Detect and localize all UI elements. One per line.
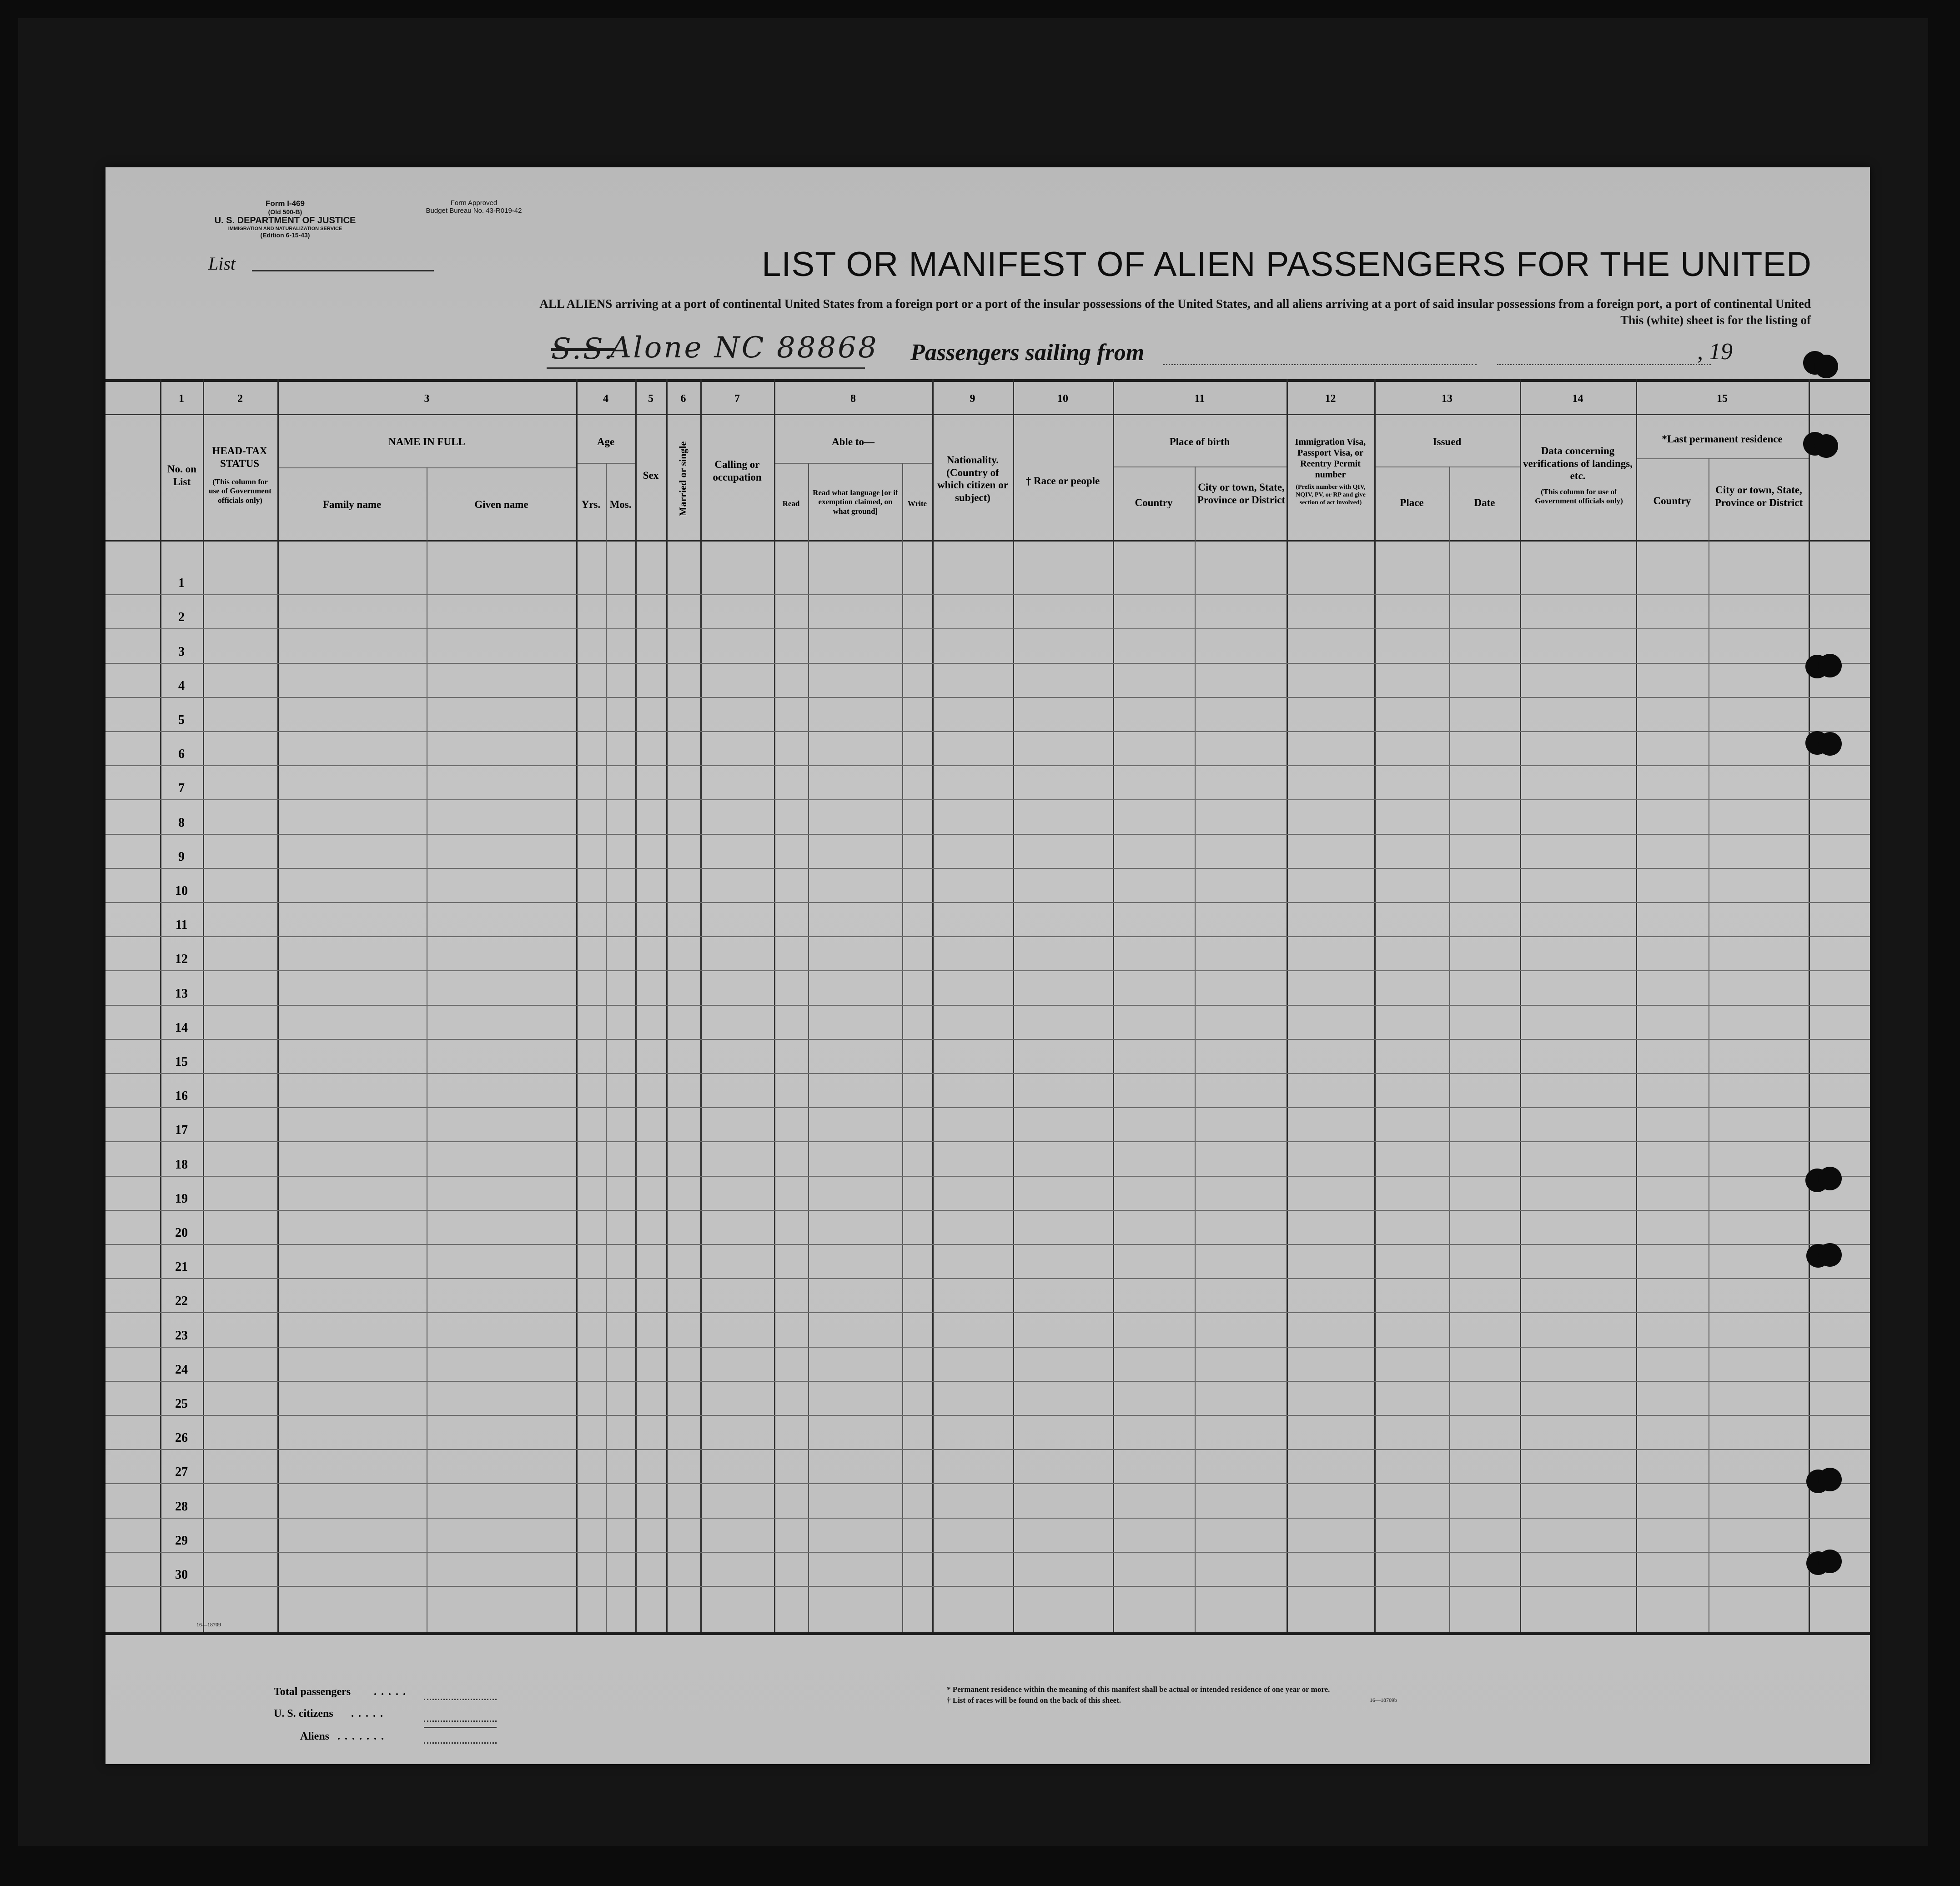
header-nationality: Nationality. (Country of which citizen or subject)	[937, 454, 1008, 503]
row-number: 19	[175, 1192, 188, 1206]
header-write: Write	[907, 499, 927, 508]
col-number-15: 15	[1717, 393, 1728, 405]
row-number: 16	[175, 1089, 188, 1103]
row-number: 7	[178, 781, 185, 795]
footnote-residence: * Permanent residence within the meaning of this manifest shall be actual or intended residence of one year or more.	[947, 1685, 1330, 1694]
col-rule	[635, 379, 637, 1632]
row-rule	[106, 1415, 1870, 1416]
header-name-in-full: NAME IN FULL	[388, 436, 465, 447]
row-rule	[106, 1483, 1870, 1484]
header-last-residence: *Last permanent residence	[1662, 433, 1783, 445]
punch-hole	[1814, 355, 1838, 378]
row-rule	[106, 1518, 1870, 1519]
punch-hole	[1818, 1243, 1842, 1267]
row-number: 4	[178, 679, 185, 693]
total-passengers-label: Total passengers	[274, 1686, 351, 1698]
service: IMMIGRATION AND NATURALIZATION SERVICE	[228, 226, 342, 231]
row-rule	[106, 970, 1870, 971]
col-rule	[902, 463, 903, 1632]
aliens-blank	[424, 1742, 497, 1744]
row-rule	[106, 1552, 1870, 1553]
us-citizens-label: U. S. citizens	[274, 1708, 333, 1720]
col-number-1: 1	[179, 393, 184, 405]
punch-hole	[1818, 1167, 1842, 1190]
col-number-5: 5	[648, 393, 653, 405]
row-rule	[106, 1073, 1870, 1074]
header-married-single: Married or single	[677, 441, 689, 517]
col-rule	[1287, 379, 1288, 1632]
header-birth-city: City or town, State, Province or District	[1197, 482, 1286, 506]
row-number: 2	[178, 610, 185, 624]
header-read-language: Read what language [or if exemption claimed, on what ground]	[813, 488, 898, 516]
punch-hole	[1818, 654, 1842, 677]
header-sex: Sex	[643, 470, 659, 481]
row-rule	[106, 799, 1870, 800]
row-rule	[106, 765, 1870, 766]
col-rule	[932, 379, 934, 1632]
col-number-6: 6	[680, 393, 686, 405]
header-issued-date: Date	[1474, 497, 1495, 508]
header-given-name: Given name	[474, 499, 528, 510]
year-label: , 19	[1697, 339, 1733, 365]
row-rule	[106, 628, 1870, 629]
old-number: (Old 500-B)	[268, 208, 302, 216]
col-number-9: 9	[970, 393, 975, 405]
row-rule	[106, 1586, 1870, 1587]
col-rule	[1809, 379, 1810, 1632]
table-bottom-border	[106, 1632, 1870, 1635]
header-res-city: City or town, State, Province or District	[1714, 484, 1803, 508]
instruction-line-1: ALL ALIENS arriving at a port of continental United States from a foreign port or a port of the insular possessions of the United States, and all aliens arriving at a port of said insular possessions from a foreign port, a port of continental United	[539, 297, 1811, 311]
row-rule	[106, 1244, 1870, 1245]
row-number: 27	[175, 1465, 188, 1479]
col-rule	[1195, 466, 1196, 1632]
us-citizens-blank	[424, 1720, 497, 1722]
header-no-on-list: No. on List	[167, 463, 196, 487]
row-number: 14	[175, 1021, 188, 1035]
row-number: 29	[175, 1534, 188, 1548]
row-number: 5	[178, 713, 185, 727]
punch-hole	[1818, 1468, 1842, 1491]
punch-hole	[1818, 1550, 1842, 1573]
footnote-code: 16—18709b	[1370, 1697, 1397, 1703]
header-able-to: Able to—	[832, 436, 874, 447]
header-read: Read	[782, 499, 800, 508]
row-number: 1	[178, 576, 185, 590]
col-rule	[700, 379, 702, 1632]
form-approved: Form Approved	[450, 199, 498, 207]
col-rule	[1636, 379, 1637, 1632]
total-passengers-blank	[424, 1699, 497, 1700]
header-calling: Calling or occupation	[713, 459, 762, 483]
row-number: 25	[175, 1397, 188, 1411]
form-number: Form I-469	[266, 199, 305, 208]
row-rule	[106, 1141, 1870, 1142]
header-age: Age	[597, 436, 615, 447]
row-rule	[106, 663, 1870, 664]
col-number-14: 14	[1572, 393, 1583, 405]
header-visa-note: (Prefix number with QIV, NQIV, PV, or RP and give section of act involved)	[1296, 484, 1366, 506]
department: U. S. DEPARTMENT OF JUSTICE	[214, 215, 356, 226]
row-number: 12	[175, 952, 188, 966]
sailing-date-blank	[1497, 364, 1711, 365]
col-number-13: 13	[1442, 393, 1452, 405]
row-rule	[106, 1210, 1870, 1211]
row-number: 18	[175, 1158, 188, 1172]
row-rule	[106, 1005, 1870, 1006]
row-rule	[106, 1381, 1870, 1382]
row-number: 17	[175, 1123, 188, 1137]
col-rule	[1520, 379, 1521, 1632]
header-visa: Immigration Visa, Passport Visa, or Reentry Permit number	[1295, 437, 1366, 480]
col-rule	[666, 379, 668, 1632]
able-subheader-rule	[774, 463, 932, 464]
birth-subheader-rule	[1113, 466, 1287, 467]
row-rule	[106, 1107, 1870, 1108]
row-rule	[106, 731, 1870, 732]
row-number: 28	[175, 1500, 188, 1514]
header-mos: Mos.	[609, 499, 632, 510]
instruction-line-2: This (white) sheet is for the listing of	[1620, 313, 1811, 327]
row-rule	[106, 1347, 1870, 1348]
header-issued-place: Place	[1400, 497, 1424, 508]
col-number-10: 10	[1057, 393, 1068, 405]
col-rule	[1449, 466, 1450, 1632]
sailing-port-blank	[1163, 364, 1477, 365]
row-rule	[106, 1039, 1870, 1040]
row-number: 6	[178, 747, 185, 761]
punch-hole	[1814, 434, 1838, 458]
row-number: 20	[175, 1226, 188, 1240]
list-label: List	[208, 253, 236, 274]
form-id-block	[201, 199, 369, 239]
col-rule	[160, 379, 161, 1632]
list-blank	[252, 270, 434, 271]
col-number-3: 3	[424, 393, 430, 405]
col-number-12: 12	[1325, 393, 1336, 405]
header-head-tax: HEAD-TAX STATUS	[212, 445, 267, 469]
row-rule	[106, 902, 1870, 903]
col-number-7: 7	[734, 393, 740, 405]
row-number: 23	[175, 1329, 188, 1343]
ship-name-handwritten: Alone NC 88868	[610, 331, 879, 365]
colnum-divider	[106, 414, 1870, 415]
edition: (Edition 6-15-43)	[260, 231, 310, 239]
header-landing-note: (This column for use of Government officials only)	[1535, 487, 1623, 506]
row-rule	[106, 594, 1870, 595]
print-code: 16—18709	[196, 1621, 221, 1628]
header-issued: Issued	[1432, 436, 1462, 447]
row-number: 10	[175, 884, 188, 898]
row-rule	[106, 1312, 1870, 1313]
row-number: 26	[175, 1431, 188, 1445]
total-passengers-dots: .....	[374, 1686, 410, 1698]
row-number: 30	[175, 1568, 188, 1582]
header-bottom-border	[106, 540, 1870, 542]
col-rule	[1113, 379, 1114, 1632]
row-rule	[106, 1278, 1870, 1279]
row-number: 8	[178, 816, 185, 830]
residence-subheader-rule	[1636, 458, 1809, 459]
col-rule	[1013, 379, 1014, 1632]
header-landing: Data concerning verifications of landings, etc.	[1523, 445, 1633, 482]
col-number-11: 11	[1194, 393, 1205, 405]
ship-name-line	[547, 367, 865, 369]
table-top-border	[106, 379, 1870, 382]
col-number-2: 2	[237, 393, 243, 405]
col-rule	[203, 379, 204, 1632]
row-rule	[106, 868, 1870, 869]
row-number: 15	[175, 1055, 188, 1069]
manifest-sheet	[106, 167, 1870, 1764]
footnote-races: † List of races will be found on the back of this sheet.	[947, 1696, 1121, 1705]
col-rule	[277, 379, 279, 1632]
col-rule	[1374, 379, 1376, 1632]
col-rule	[774, 379, 775, 1632]
issued-subheader-rule	[1374, 466, 1520, 467]
row-rule	[106, 1449, 1870, 1450]
header-birth-country: Country	[1135, 497, 1173, 508]
row-rule	[106, 936, 1870, 937]
row-rule	[106, 834, 1870, 835]
row-rule	[106, 697, 1870, 698]
us-citizens-dots: .....	[351, 1708, 387, 1720]
header-yrs: Yrs.	[581, 499, 601, 510]
col-rule	[576, 379, 578, 1632]
row-rule	[106, 1176, 1870, 1177]
row-number: 11	[175, 918, 188, 932]
col-rule	[808, 463, 809, 1632]
instruction-text	[539, 296, 1811, 329]
header-res-country: Country	[1653, 495, 1691, 507]
punch-hole	[1818, 732, 1842, 756]
citizens-total-rule	[424, 1727, 497, 1728]
header-head-tax-note: (This column for use of Government officials only)	[209, 477, 271, 505]
row-number: 9	[178, 850, 185, 864]
col-number-4: 4	[603, 393, 608, 405]
row-number: 13	[175, 987, 188, 1001]
ship-prefix: S.S.	[551, 332, 615, 366]
row-number: 21	[175, 1260, 188, 1274]
col-number-8: 8	[850, 393, 856, 405]
sailing-label: Passengers sailing from	[910, 340, 1145, 366]
row-number: 3	[178, 645, 185, 659]
row-number: 22	[175, 1294, 188, 1308]
row-number: 24	[175, 1363, 188, 1377]
approval-block	[406, 199, 542, 215]
aliens-dots: .......	[337, 1731, 388, 1742]
header-place-of-birth: Place of birth	[1169, 436, 1230, 447]
aliens-label: Aliens	[300, 1731, 330, 1742]
header-family-name: Family name	[322, 499, 382, 510]
page-title: LIST OR MANIFEST OF ALIEN PASSENGERS FOR THE UNITED	[762, 245, 1812, 284]
header-race: † Race or people	[1025, 475, 1100, 487]
budget-bureau: Budget Bureau No. 43-R019-42	[426, 207, 522, 215]
col-rule	[606, 463, 607, 1632]
